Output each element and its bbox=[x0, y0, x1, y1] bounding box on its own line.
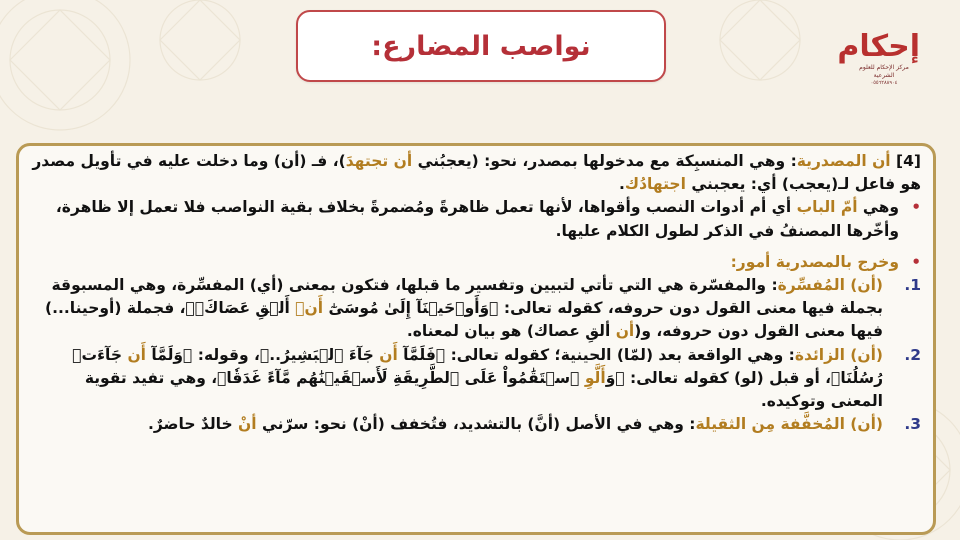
bullet-item-exclusions bbox=[29, 251, 921, 274]
example-highlight: اجتهادُك bbox=[624, 175, 686, 194]
example-highlight: أنْ bbox=[238, 415, 257, 434]
brand-logo bbox=[837, 29, 920, 90]
text-span: : والمفسّرة هي التي تأتي لتبيين وتفسير ما قبلها، فتكون بمعنى (أي) المفسِّرة، وهي المسبوقة بجملة فيها معنى القول دون حروفه، كقوله تعالى: ﴿وَأَوۡحَيۡنَآ إِلَىٰ مُوسَىٰٓ bbox=[51, 276, 883, 318]
bullet-item-umm-albab bbox=[29, 196, 921, 242]
text-span: : وهي المنسبِكة مع مدخولها بمصدر، نحو: (يعجبُني bbox=[412, 152, 797, 170]
slide-title-box bbox=[296, 10, 666, 82]
list-item-zaida bbox=[29, 344, 921, 414]
text-span: أي أم أدوات النصب وأقواها، لأنها تعمل ظاهرةً ومُضمرةً بخلاف بقية النواصب فلا تعمل إلا ظاهرة، وأخّرها المصنفُ في الذكر لطول الكلام عليها. bbox=[55, 198, 899, 240]
content-panel bbox=[16, 143, 936, 535]
bullet-dot-icon: • bbox=[911, 198, 921, 217]
logo-subtitle: مركز الإحكام للعلوم الشرعية bbox=[859, 64, 909, 79]
exclusions-heading: وخرج بالمصدرية أمور: bbox=[730, 252, 899, 271]
example-highlight: أن تجتهدَ bbox=[345, 152, 413, 170]
list-item-mukhaffafa bbox=[29, 413, 921, 436]
text-span: )، فـ (أن) وما دخلت عليه في تأويل مصدر هو فاعل لـ(يعجب) أي: يعجبني bbox=[32, 152, 921, 194]
term-mufassira: (أن) المُفسِّرة bbox=[777, 276, 883, 295]
logo-word: إحكام bbox=[837, 29, 920, 64]
text-span: ٱسۡتَقَٰمُواْ عَلَى ٱلطَّرِيقَةِ لَأَسۡقَيۡنَٰهُم مَّآءً غَدَقٗا﴾، وهي تفيد تقوية المعنى وتوكيده. bbox=[84, 368, 883, 411]
term-masdariya: أن المصدرية bbox=[796, 152, 891, 170]
list-number: 1. bbox=[904, 276, 921, 295]
text-span: : وهي الواقعة بعد (لمّا) الحينية؛ كقوله تعالى: ﴿فَلَمَّآ bbox=[397, 345, 795, 364]
term-mukhaffafa: (أن) المُخفَّفة مِن الثقيلة bbox=[695, 415, 883, 434]
term-zaida: (أن) الزائدة bbox=[794, 345, 883, 364]
list-number: 3. bbox=[904, 415, 921, 434]
text-span: جَآءَتۡ رُسُلُنَا﴾، أو قبل (لو) كقوله تعالى: ﴿وَ bbox=[72, 345, 883, 387]
quran-highlight: أَنۡ bbox=[295, 299, 324, 318]
list-item-mufassira bbox=[29, 274, 921, 344]
logo-number: ٠٥٥٦٢٨٨٩٠٤ bbox=[870, 80, 898, 86]
bullet-dot-icon: • bbox=[911, 252, 921, 271]
text-span: خالدٌ حاضرٌ. bbox=[147, 415, 239, 434]
text-span: أَلۡقِ عَصَاكَۖ﴾، فجملة (أوحينا...) فيها معنى القول دون حروفه، و( bbox=[45, 299, 883, 341]
text-span: . bbox=[619, 175, 625, 194]
text-span: : وهي في الأصل (أنَّ) بالتشديد، فتُخفف (أنْ) نحو: سرّني bbox=[256, 415, 696, 434]
item-number: [4] bbox=[890, 152, 921, 170]
quran-highlight: أَلَّوِ bbox=[584, 368, 606, 387]
list-number: 2. bbox=[904, 345, 921, 364]
text-span: وهي bbox=[857, 198, 899, 217]
text-span: ألقِ عصاك) هو بيان لمعناه. bbox=[406, 322, 616, 341]
paragraph-intro bbox=[29, 150, 921, 196]
example-highlight: أن bbox=[615, 322, 635, 341]
text-span: جَآءَ ٱلۡبَشِيرُ..﴾، وقوله: ﴿وَلَمَّآ bbox=[145, 345, 380, 364]
slide-title: نواصب المضارع: bbox=[371, 30, 591, 62]
term-umm-albab: أمّ الباب bbox=[796, 198, 858, 217]
quran-highlight: أَن bbox=[379, 345, 398, 364]
quran-highlight: أَن bbox=[127, 345, 146, 364]
content-text bbox=[19, 146, 933, 436]
